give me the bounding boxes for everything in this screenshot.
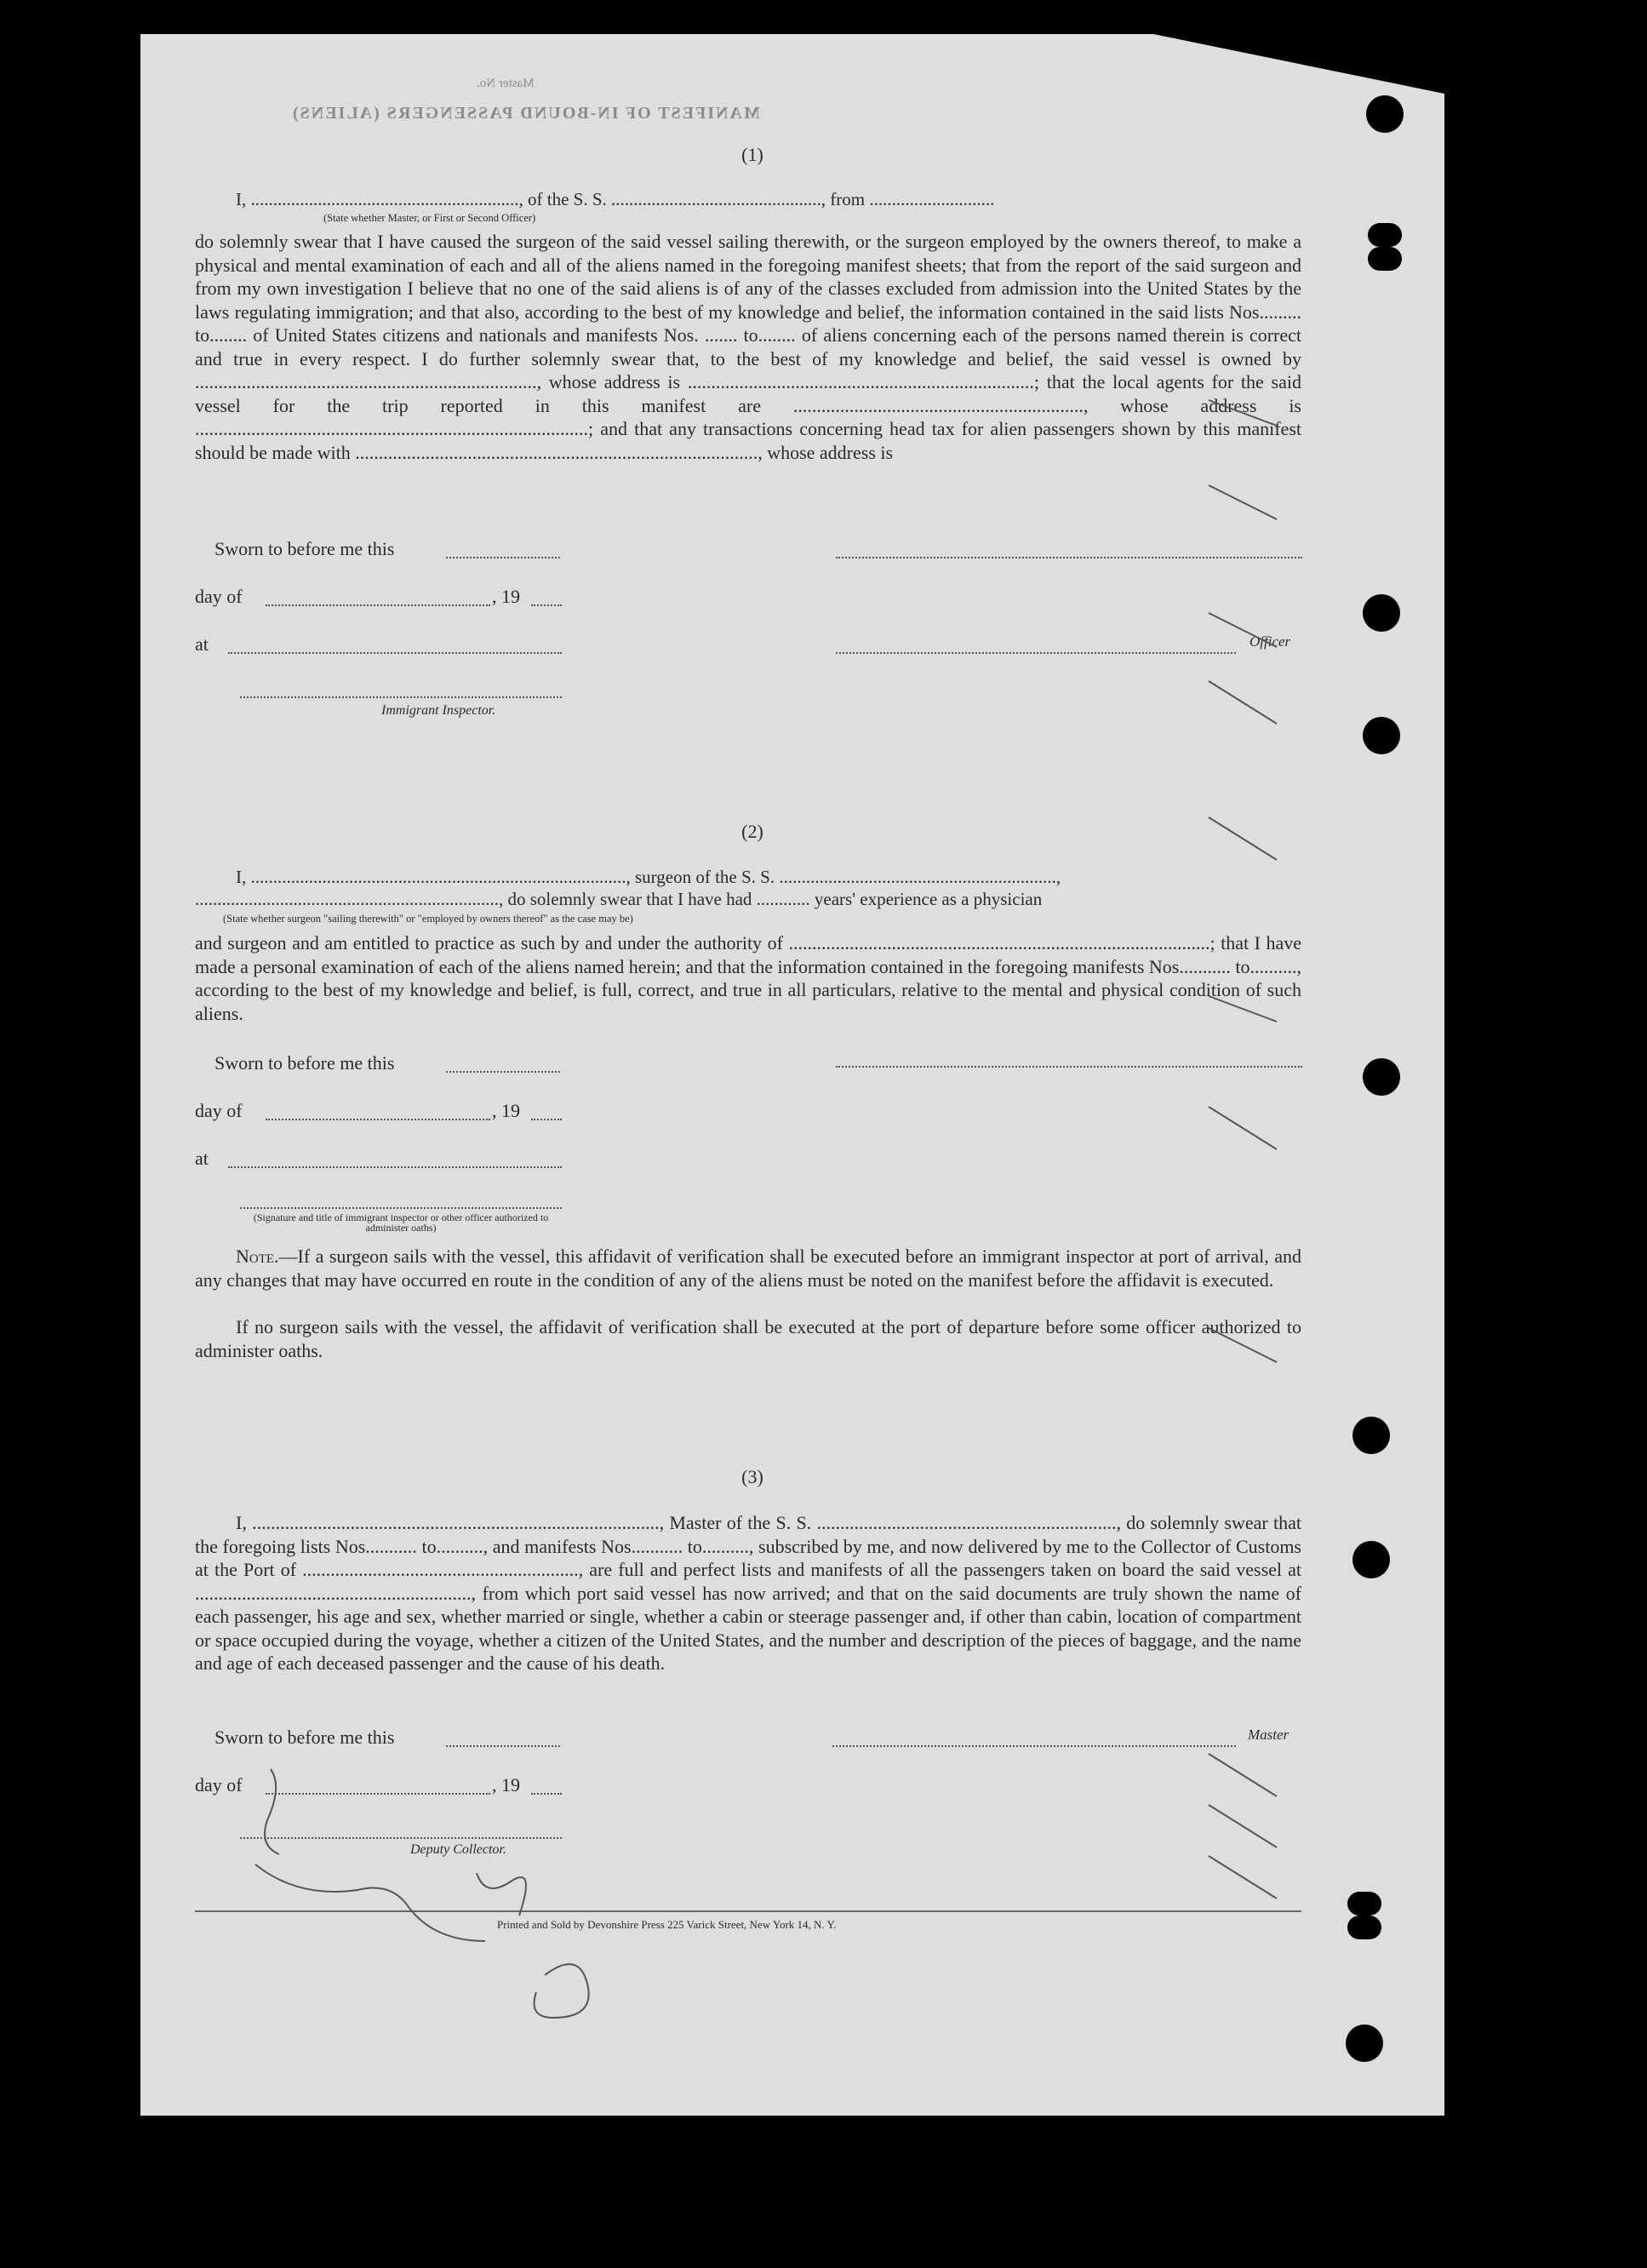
immigrant-inspector-label: Immigrant Inspector. [381, 703, 496, 718]
section-3-body: I, ......................................................................................., Master of the S. S. ................................................................, do solemnly swear that the foregoing lists Nos........... to.........., and manifests Nos........... to.........., subscribed by me, and now delivered by me to the Collector of Customs at the Port of ..........................................................., are full and perfect lists and manifests of all the passengers taken on board the said vessel at ..........................................................., from which port said vessel has now arrived; and that on the said documents are truly shown the name of each passenger, his age and sex, whether married or single, whether a cabin or steerage passenger and, if other than cabin, location of compartment or space occupied during the voyage, whether a citizen of the United States, and the number and description of the pieces of baggage, and the name and age of each deceased passenger and the cause of his death. [195, 1512, 1301, 1674]
note-2: If no surgeon sails with the vessel, the affidavit of verification shall be executed at the port of departure before some officer authorized to administer oaths. [195, 1316, 1301, 1361]
sworn-label-2: Sworn to before me this [214, 1052, 395, 1074]
pencil-tick [1209, 400, 1277, 426]
year-label-3: , 19 [492, 1774, 520, 1796]
section-2-oath-line: I, ...................................................................................., surgeon of the S. S. .............................................................., [236, 867, 1061, 887]
pencil-tick [1209, 485, 1277, 519]
year-label-2: , 19 [492, 1100, 520, 1121]
pencil-tick [1209, 1754, 1277, 1796]
pencil-tick [1209, 681, 1277, 724]
section-1-body: do solemnly swear that I have caused the surgeon of the said vessel sailing therewith, or the surgeon employed by the owners thereof, to make a physical and mental examination of each and all of the aliens named in the foregoing manifest sheets; that from the report of the said surgeon and from my own investigation I believe that no one of the said aliens is of any of the classes excluded from admission into the United States by the laws regulating immigration; and that also, according to the best of my knowledge and belief, the information contained in the said lists Nos......... to........ of United States citizens and nationals and manifests Nos. ....... to........ of aliens concerning each of the persons named therein is correct and true in every respect. I do further solemnly swear that, to the best of my knowledge and belief, the said vessel is owned by ........................................................................., whose address is ..........................................................................; that the local agents for the said vessel for the trip reported in this manifest are .............................................................., whose address is ....................................................................................; and that any transactions concerning head tax for alien passengers shown by this manifest should be made with ......................................................................................, whose address is [195, 231, 1301, 463]
day-of-label-3: day of [195, 1774, 243, 1796]
pencil-bracket [265, 1769, 279, 1854]
sworn-label-3: Sworn to before me this [214, 1727, 395, 1748]
pencil-tick [1209, 1805, 1277, 1847]
pencil-tick [1209, 613, 1277, 647]
master-label: Master [1248, 1727, 1290, 1743]
section-2-body: and surgeon and am entitled to practice as such by and under the authority of ..........................................................................................; that I have made a personal examination of each of the aliens named herein; and that the information contained in the foregoing manifests Nos........... to.........., according to the best of my knowledge and belief, is full, correct, and true in all particulars, relative to the mental and physical condition of such aliens. [195, 932, 1301, 1024]
surgeon-note: (State whether surgeon "sailing therewith" or "employed by owners thereof" as the case may be) [223, 913, 633, 925]
section-2-oath-line-2: ...................................................................., do solemnly swear that I have had ............ years' experience as a physician [195, 889, 1043, 909]
master-note: (State whether Master, or First or Second Officer) [323, 212, 536, 224]
section-3-number: (3) [741, 1466, 763, 1487]
manifest-title-faint: MANIFEST OF IN-BOUND PASSENGERS (ALIENS) [291, 104, 760, 123]
printer-imprint: Printed and Sold by Devonshire Press 225 Varick Street, New York 14, N. Y. [497, 1918, 837, 1931]
section-1-number: (1) [741, 144, 763, 165]
deputy-collector-label: Deputy Collector. [410, 1842, 506, 1857]
year-label-1: , 19 [492, 586, 520, 607]
day-of-label-2: day of [195, 1100, 243, 1121]
note-1-text: —If a surgeon sails with the vessel, this affidavit of verification shall be executed before an immigrant inspector at port of arrival, and any changes that may have occurred en route in the condition of any of the aliens must be noted on the manifest before the affidavit is executed. [195, 1246, 1301, 1291]
at-label-1: at [195, 633, 209, 655]
note-label: Note. [236, 1246, 279, 1267]
signature-note: (Signature and title of immigrant inspector or other officer authorized to administer oaths) [253, 1211, 549, 1234]
day-of-label-1: day of [195, 586, 243, 607]
pencil-tick [1209, 817, 1277, 860]
pencil-tick [1209, 996, 1277, 1022]
section-1-oath-line: I, ............................................................, of the S. S. ..............................................., from ............................ [236, 189, 995, 209]
master-no-faint: Master No. [477, 77, 535, 90]
pencil-scrawl [535, 1964, 589, 2018]
sworn-label-1: Sworn to before me this [214, 538, 395, 559]
at-label-2: at [195, 1148, 209, 1169]
pencil-tick [1209, 1328, 1277, 1362]
pencil-scrawl [477, 1873, 526, 1916]
officer-label: Officer [1250, 633, 1291, 650]
pencil-scrawl [255, 1864, 485, 1941]
pencil-tick [1209, 1856, 1277, 1899]
pencil-tick [1209, 1107, 1277, 1149]
section-2-number: (2) [741, 821, 763, 842]
